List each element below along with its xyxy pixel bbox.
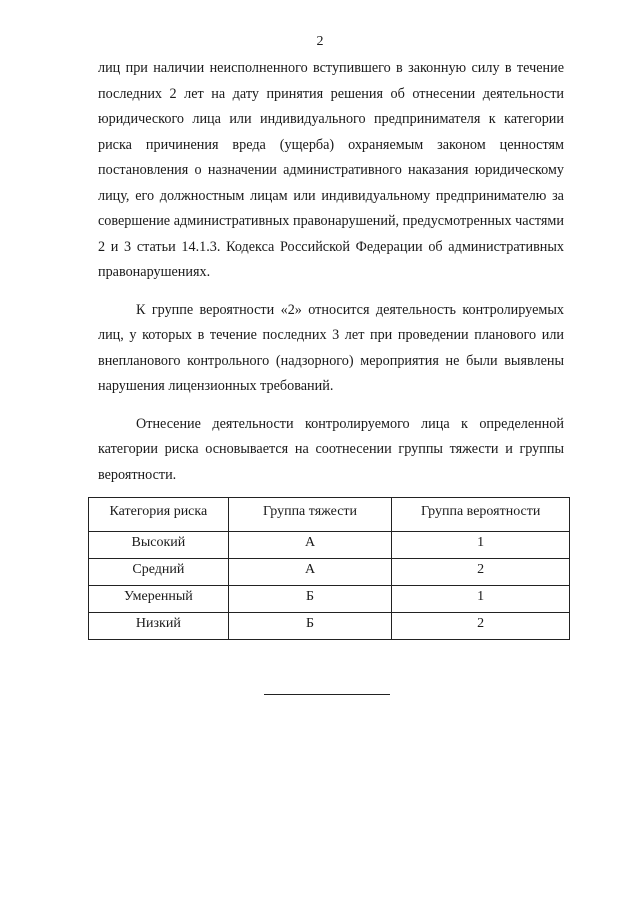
table-row bbox=[89, 586, 570, 613]
table-header-row bbox=[89, 498, 570, 532]
table-row bbox=[89, 532, 570, 559]
cell-severity-group: Б bbox=[228, 586, 392, 613]
page-number: 2 bbox=[316, 34, 324, 49]
paragraph-probability-group: К группе вероятности «2» относится деятельность контролируемых лиц, у которых в течение последних 3 лет при проведении планового или внепланового контрольного (надзорного) мероприятия не были выявлены нарушения лицензионных требований. bbox=[98, 301, 564, 394]
paragraph-risk-category: Отнесение деятельности контролируемого лица к определенной категории риска основывается на соотнесении группы тяжести и группы вероятности. bbox=[98, 415, 564, 483]
cell-probability-group: 2 bbox=[392, 613, 570, 640]
cell-probability-group: 1 bbox=[392, 586, 570, 613]
header-risk-category: Категория риска bbox=[89, 498, 229, 532]
header-severity-group: Группа тяжести bbox=[228, 498, 392, 532]
cell-risk-category: Низкий bbox=[89, 613, 229, 640]
cell-probability-group: 2 bbox=[392, 559, 570, 586]
cell-severity-group: А bbox=[228, 559, 392, 586]
cell-risk-category: Умеренный bbox=[89, 586, 229, 613]
cell-severity-group: А bbox=[228, 532, 392, 559]
end-of-document-rule bbox=[264, 694, 390, 695]
document-body bbox=[98, 56, 564, 488]
cell-probability-group: 1 bbox=[392, 532, 570, 559]
table-row bbox=[89, 559, 570, 586]
cell-risk-category: Средний bbox=[89, 559, 229, 586]
header-probability-group: Группа вероятности bbox=[392, 498, 570, 532]
risk-category-table bbox=[88, 497, 570, 640]
table-row bbox=[89, 613, 570, 640]
cell-risk-category: Высокий bbox=[89, 532, 229, 559]
paragraph-continuation: лиц при наличии неисполненного вступившего в законную силу в течение последних 2 лет на дату принятия решения об отнесении деятельности юридического лица или индивидуального предпринимателя к категории риска причинения вреда (ущерба) охраняемым законом ценностям постановления о назначении административного наказания юридическому лицу, его должностным лицам или индивидуальному предпринимателю за совершение административных правонарушений, предусмотренных частями 2 и 3 статьи 14.1.3. Кодекса Российской Федерации об административных правонарушениях. bbox=[98, 60, 564, 280]
cell-severity-group: Б bbox=[228, 613, 392, 640]
